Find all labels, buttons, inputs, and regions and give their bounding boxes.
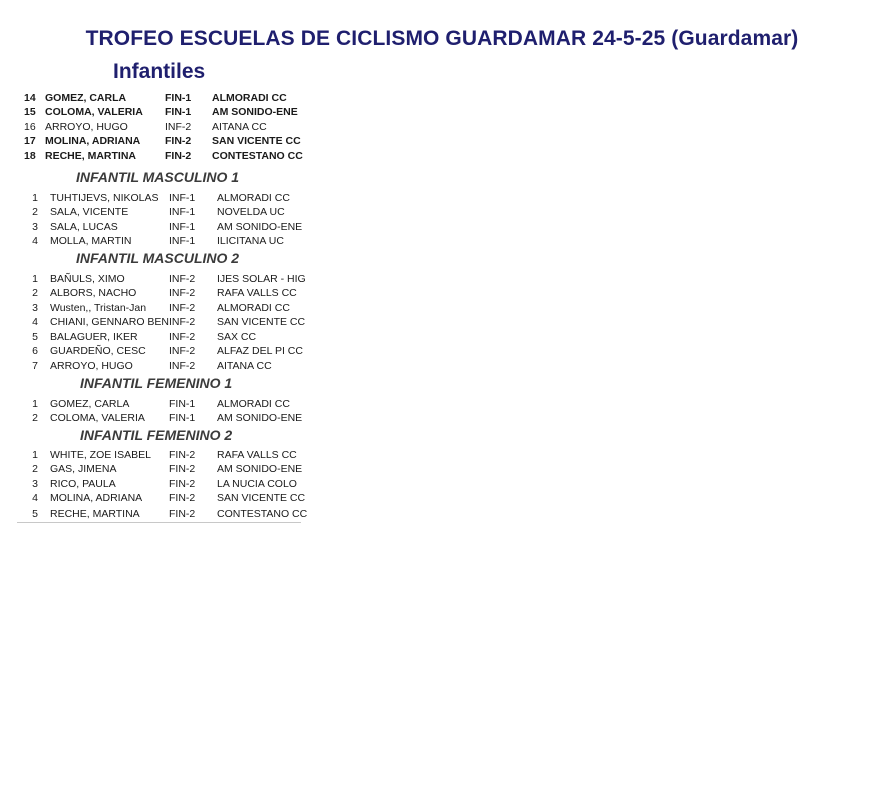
position: 2 xyxy=(32,463,38,475)
club: IJES SOLAR - HIG xyxy=(217,273,306,285)
club: ALMORADI CC xyxy=(217,398,290,410)
rider-name: ALBORS, NACHO xyxy=(50,287,137,299)
category: INF-1 xyxy=(169,206,196,218)
section-heading: INFANTIL FEMENINO 1 xyxy=(80,375,233,391)
category: INF-2 xyxy=(169,331,196,343)
club: AM SONIDO-ENE xyxy=(217,463,303,475)
category: FIN-1 xyxy=(169,412,196,424)
rider-name: GAS, JIMENA xyxy=(50,463,117,475)
position: 1 xyxy=(32,273,38,285)
category: INF-1 xyxy=(169,235,196,247)
club: ALMORADI CC xyxy=(217,302,290,314)
rider-name: SALA, LUCAS xyxy=(50,221,118,233)
rider-name: BALAGUER, IKER xyxy=(50,331,138,343)
section-heading: INFANTIL MASCULINO 2 xyxy=(76,250,240,266)
rider-name: MOLINA, ADRIANA xyxy=(50,492,143,504)
category: FIN-2 xyxy=(165,150,192,162)
club: LA NUCIA COLO xyxy=(217,478,297,490)
category: INF-1 xyxy=(169,221,196,233)
club: AM SONIDO-ENE xyxy=(217,221,303,233)
position: 2 xyxy=(32,287,38,299)
page-subtitle: Infantiles xyxy=(113,60,206,83)
club: ILICITANA UC xyxy=(217,235,284,247)
category: INF-2 xyxy=(169,316,196,328)
club: CONTESTANO CC xyxy=(212,150,303,162)
category: FIN-1 xyxy=(165,92,192,104)
club: SAN VICENTE CC xyxy=(217,492,306,504)
position: 2 xyxy=(32,206,38,218)
position: 5 xyxy=(32,508,38,520)
rider-name: RICO, PAULA xyxy=(50,478,116,490)
rider-name: RECHE, MARTINA xyxy=(45,150,136,162)
rider-name: COLOMA, VALERIA xyxy=(50,412,145,424)
category: FIN-2 xyxy=(169,492,196,504)
position: 4 xyxy=(32,316,38,328)
position: 3 xyxy=(32,302,38,314)
position: 1 xyxy=(32,192,38,204)
club: SAN VICENTE CC xyxy=(212,135,301,147)
page-title: TROFEO ESCUELAS DE CICLISMO GUARDAMAR 24-5-25 (Guardamar) xyxy=(85,27,799,50)
category: INF-2 xyxy=(169,273,196,285)
category: FIN-2 xyxy=(169,508,196,520)
rider-name: GOMEZ, CARLA xyxy=(45,92,127,104)
category: INF-2 xyxy=(169,360,196,372)
category: INF-2 xyxy=(169,287,196,299)
category: INF-1 xyxy=(169,192,196,204)
category: FIN-2 xyxy=(169,463,196,475)
club: SAN VICENTE CC xyxy=(217,316,306,328)
category: FIN-1 xyxy=(169,398,196,410)
position: 7 xyxy=(32,360,38,372)
position: 5 xyxy=(32,331,38,343)
club: RAFA VALLS CC xyxy=(217,287,297,299)
section-heading: INFANTIL FEMENINO 2 xyxy=(80,427,233,443)
position: 4 xyxy=(32,235,38,247)
position: 6 xyxy=(32,345,38,357)
category: INF-2 xyxy=(165,121,192,133)
rider-name: RECHE, MARTINA xyxy=(50,508,140,520)
club: ALFAZ DEL PI CC xyxy=(217,345,303,357)
club: SAX CC xyxy=(217,331,257,343)
rider-name: CHIANI, GENNARO BEN xyxy=(50,316,170,328)
club: ALMORADI CC xyxy=(217,192,290,204)
category: INF-2 xyxy=(169,302,196,314)
club: AM SONIDO-ENE xyxy=(212,106,298,118)
rider-name: ARROYO, HUGO xyxy=(50,360,133,372)
position: 1 xyxy=(32,449,38,461)
position: 18 xyxy=(24,150,36,162)
position: 4 xyxy=(32,492,38,504)
position: 3 xyxy=(32,478,38,490)
rider-name: Wusten,, Tristan-Jan xyxy=(50,302,147,314)
rider-name: GUARDEÑO, CESC xyxy=(50,345,146,357)
category: FIN-1 xyxy=(165,106,192,118)
club: NOVELDA UC xyxy=(217,206,285,218)
position: 16 xyxy=(24,121,36,133)
category: FIN-2 xyxy=(169,449,196,461)
category: FIN-2 xyxy=(169,478,196,490)
rider-name: MOLINA, ADRIANA xyxy=(45,135,141,147)
club: ALMORADI CC xyxy=(212,92,287,104)
club: CONTESTANO CC xyxy=(217,508,308,520)
rider-name: GOMEZ, CARLA xyxy=(50,398,130,410)
section-heading: INFANTIL MASCULINO 1 xyxy=(76,169,240,185)
position: 1 xyxy=(32,398,38,410)
position: 17 xyxy=(24,135,36,147)
category: INF-2 xyxy=(169,345,196,357)
rider-name: COLOMA, VALERIA xyxy=(45,106,143,118)
rider-name: WHITE, ZOE ISABEL xyxy=(50,449,151,461)
position: 15 xyxy=(24,106,36,118)
position: 3 xyxy=(32,221,38,233)
club: AITANA CC xyxy=(212,121,267,133)
rider-name: BAÑULS, XIMO xyxy=(50,273,125,285)
position: 14 xyxy=(24,92,36,104)
rider-name: SALA, VICENTE xyxy=(50,206,129,218)
rider-name: TUHTIJEVS, NIKOLAS xyxy=(50,192,159,204)
rider-name: MOLLA, MARTIN xyxy=(50,235,132,247)
table-bottom-rule xyxy=(17,522,301,523)
position: 2 xyxy=(32,412,38,424)
club: RAFA VALLS CC xyxy=(217,449,297,461)
rider-name: ARROYO, HUGO xyxy=(45,121,128,133)
category: FIN-2 xyxy=(165,135,192,147)
club: AITANA CC xyxy=(217,360,272,372)
club: AM SONIDO-ENE xyxy=(217,412,303,424)
